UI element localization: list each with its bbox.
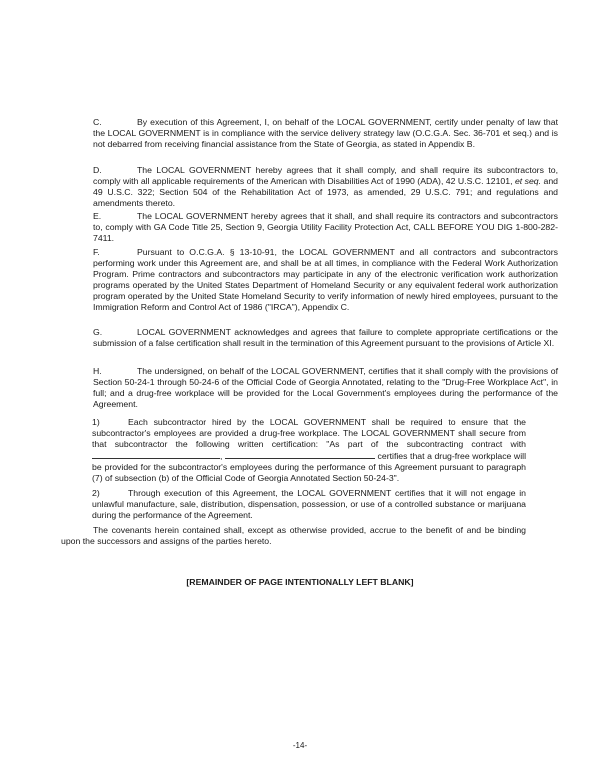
subcontractor-name-blank: [225, 450, 375, 459]
paragraph-label: G.: [93, 327, 103, 337]
subparagraph-2: [92, 488, 526, 521]
paragraph-label: F.: [93, 247, 100, 257]
paragraph-text: certifies that a drug-free workplace will be provided for the subcontractor's employees during the performance of this Agreement pursuant to paragraph (7) of subsection (b) of the Official Code of Georgia Annotated Section 50-24-3".: [92, 450, 526, 483]
contractor-name-blank: [92, 450, 223, 461]
paragraph-label: H.: [93, 366, 102, 376]
italic-text: et seq.: [514, 175, 542, 186]
paragraph-text: Each subcontractor hired by the LOCAL GOVERNMENT shall be required to ensure that the subcontractor's employees are provided a drug-free workplace. The LOCAL GOVERNMENT shall secure from that subcontractor the following written certification: "As part of the subcontracting contract with: [92, 417, 526, 449]
paragraph-label: D.: [93, 165, 102, 175]
paragraph-label: E.: [93, 211, 102, 221]
paragraph-c: [61, 117, 558, 150]
paragraph-g: [61, 327, 558, 349]
paragraph-text: Through execution of this Agreement, the LOCAL GOVERNMENT certifies that it will not engage in unlawful manufacture, sale, distribution, dispensation, possession, or use of a controlled substance or marijuana during the performance of the Agreement.: [92, 488, 526, 520]
paragraph-text: Pursuant to O.C.G.A. § 13-10-91, the LOCAL GOVERNMENT and all contractors and subcontractors performing work under this Agreement are, and shall be at all times, in compliance with the Federal Work Authorization Program. Prime contractors and subcontractors may participate in any of the electronic verification work authorization programs operated by the United States Department of Homeland Security or any equivalent federal work authorization program operated by the United State Homeland Security to verify information of newly hired employees, pursuant to the Immigration Reform and Control Act of 1986 ("IRCA"), Appendix C.: [93, 247, 558, 312]
paragraph-text: The LOCAL GOVERNMENT hereby agrees that it shall, and shall require its contractors and subcontractors to, comply with GA Code Title 25, Section 9, Georgia Utility Facility Protection Act, CALL BEFORE YOU DIG 1-800-282-7411.: [93, 211, 558, 243]
paragraph-label: 2): [92, 488, 100, 498]
subparagraph-1: [92, 417, 526, 483]
paragraph-f: [61, 247, 558, 312]
paragraph-text: and 49 U.S.C. 322; Section 504 of the Rehabilitation Act of 1973, as amended, 29 U.S.C. 791; and regulations and amendments thereto.: [93, 175, 558, 208]
paragraph-text: The LOCAL GOVERNMENT hereby agrees that it shall comply, and shall require its subcontractors to, comply with all applicable requirements of the American with Disabilities Act of 1990 (ADA), 42 U.S.C. 12101,: [93, 165, 558, 186]
paragraph-e: [61, 211, 558, 244]
remainder-blank-notice: [REMAINDER OF PAGE INTENTIONALLY LEFT BLANK]: [186, 577, 414, 587]
paragraph-text: The undersigned, on behalf of the LOCAL GOVERNMENT, certifies that it shall comply with the provisions of Section 50-24-1 through 50-24-6 of the Official Code of Georgia Annotated, relating to the "Drug-Free Workplace Act", in full; and a drug-free workplace will be provided for the Local Government's employees during the performance of the Agreement.: [93, 366, 558, 409]
covenants-paragraph: The covenants herein contained shall, except as otherwise provided, accrue to the benefit of and be binding upon the successors and assigns of the parties hereto.: [61, 525, 526, 546]
paragraph-text: LOCAL GOVERNMENT acknowledges and agrees that failure to complete appropriate certifications or the submission of a false certification shall result in the termination of this Agreement pursuant to the provisions of Article XI.: [93, 327, 558, 348]
comma: ,: [220, 450, 223, 461]
paragraph-text: By execution of this Agreement, I, on behalf of the LOCAL GOVERNMENT, certify under penalty of law that the LOCAL GOVERNMENT is in compliance with the service delivery strategy law (O.C.G.A. Sec. 36-701 et seq.) and is not debarred from receiving financial assistance from the State of Georgia, as stated in Appendix B.: [93, 117, 558, 149]
paragraph-label: C.: [93, 117, 102, 127]
page-number: -14-: [292, 741, 308, 750]
paragraph-label: 1): [92, 417, 100, 427]
paragraph-d: [61, 165, 558, 209]
paragraph-h: [61, 366, 558, 410]
